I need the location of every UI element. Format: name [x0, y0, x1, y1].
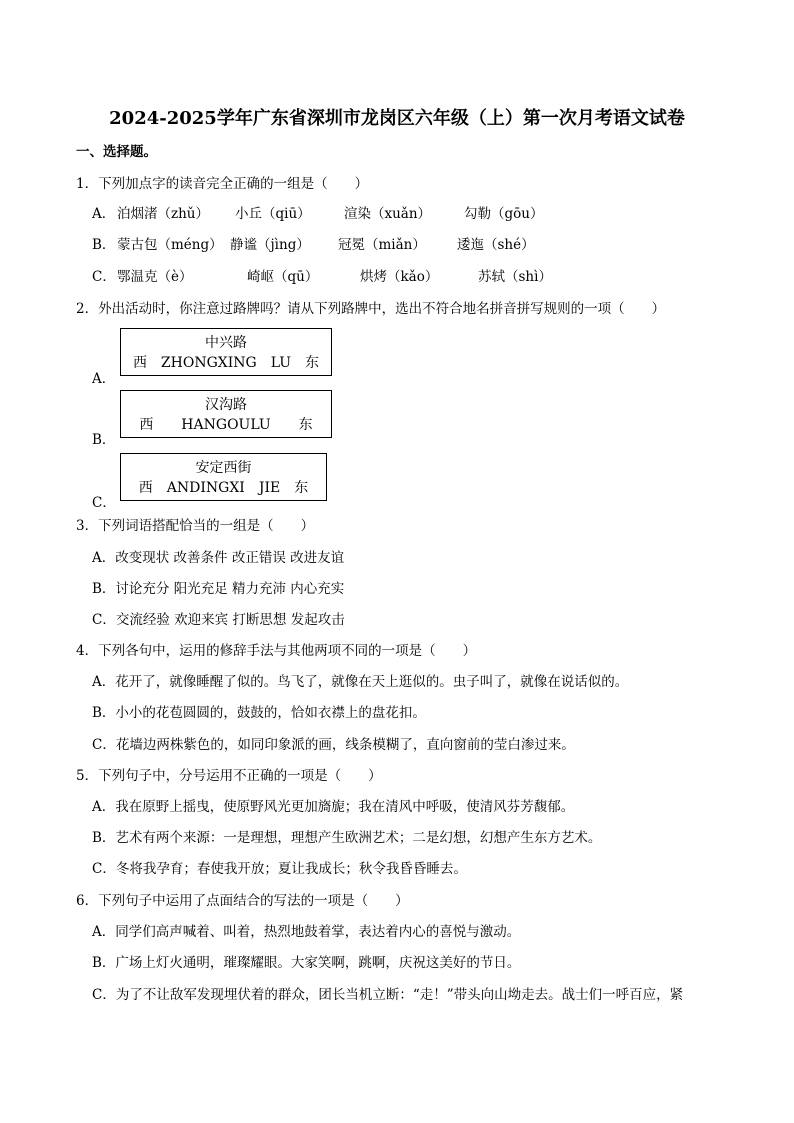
question-3-stem: 3．下列词语搭配恰当的一组是（ ） — [76, 518, 315, 534]
road-sign-pinyin: 西 ZHONGXING LU 东 — [132, 355, 320, 371]
road-sign-chinese: 中兴路 — [205, 335, 247, 351]
question-5-stem: 5．下列句子中，分号运用不正确的一项是（ ） — [76, 768, 382, 784]
question-6-option-c: C．为了不让敌军发现埋伏着的群众，团长当机立断：“走！”带头向山坳走去。战士们一呼百应，紧 — [92, 987, 684, 1003]
option-item: 泊烟渚（zhǔ） — [117, 206, 210, 222]
option-item: 小丘（qiū） — [235, 206, 311, 222]
question-3-option-a: A．改变现状 改善条件 改正错误 改进友谊 — [92, 550, 345, 566]
question-2-option-c-label: C． — [92, 495, 116, 511]
question-6-stem: 6．下列句子中运用了点面结合的写法的一项是（ ） — [76, 893, 409, 909]
option-item: 崎岖（qū） — [247, 269, 319, 285]
question-3-option-b: B．讨论充分 阳光充足 精力充沛 内心充实 — [92, 581, 345, 597]
question-5-option-b: B．艺术有两个来源：一是理想，理想产生欧洲艺术；二是幻想，幻想产生东方艺术。 — [92, 830, 602, 846]
option-item: 静谧（jìng） — [230, 237, 310, 253]
road-sign-pinyin: 西 ANDINGXI JIE 东 — [138, 480, 309, 496]
option-item: 烘烤（kǎo） — [360, 269, 439, 285]
option-item: 苏轼（shì） — [478, 269, 552, 285]
question-2-option-a-label: A． — [92, 371, 116, 387]
option-item: 鄂温克（è） — [117, 269, 193, 285]
question-6-option-a: A．同学们高声喊着、叫着，热烈地鼓着掌，表达着内心的喜悦与激动。 — [92, 924, 521, 940]
question-1-stem: 1．下列加点字的读音完全正确的一组是（ ） — [76, 176, 369, 192]
question-5-option-a: A．我在原野上摇曳，使原野风光更加旖旎；我在清风中呼吸，使清风芬芳馥郁。 — [92, 799, 575, 815]
road-sign-b — [120, 390, 332, 438]
question-4-option-b: B．小小的花苞圆圆的，鼓鼓的，恰如衣襟上的盘花扣。 — [92, 705, 426, 721]
question-5-option-c: C．冬将我孕育；春使我开放；夏让我成长；秋令我昏昏睡去。 — [92, 861, 467, 877]
option-item: 渲染（xuǎn） — [344, 206, 432, 222]
page-title: 2024-2025学年广东省深圳市龙岗区六年级（上）第一次月考语文试卷 — [109, 108, 685, 129]
question-3-option-c: C．交流经验 欢迎来宾 打断思想 发起攻击 — [92, 612, 345, 628]
question-2-option-b-label: B． — [92, 432, 116, 448]
option-item: 冠冕（miǎn） — [338, 237, 426, 253]
option-item: 蒙古包（méng） — [117, 237, 223, 253]
question-4-option-c: C．花墙边两株紫色的，如同印象派的画，线条模糊了，直向窗前的莹白渗过来。 — [92, 737, 575, 753]
road-sign-chinese: 汉沟路 — [205, 397, 247, 413]
option-item: 勾勒（gōu） — [464, 206, 544, 222]
road-sign-c — [120, 453, 327, 501]
question-6-option-b: B．广场上灯火通明，璀璨耀眼。大家笑啊，跳啊，庆祝这美好的节日。 — [92, 955, 521, 971]
road-sign-pinyin: 西 HANGOULU 东 — [139, 417, 313, 433]
question-4-stem: 4．下列各句中，运用的修辞手法与其他两项不同的一项是（ ） — [76, 643, 477, 659]
question-2-stem: 2．外出活动时，你注意过路牌吗？请从下列路牌中，选出不符合地名拼音拼写规则的一项（ ） — [76, 301, 666, 317]
option-item: 逶迤（shé） — [457, 237, 535, 253]
option-label: A． — [92, 206, 116, 222]
road-sign-a — [120, 328, 332, 376]
option-label: C． — [92, 269, 116, 285]
section-heading: 一、选择题。 — [76, 144, 157, 160]
question-4-option-a: A．花开了，就像睡醒了似的。鸟飞了，就像在天上逛似的。虫子叫了，就像在说话似的。 — [92, 674, 629, 690]
option-label: B． — [92, 237, 116, 253]
road-sign-chinese: 安定西街 — [195, 460, 252, 476]
